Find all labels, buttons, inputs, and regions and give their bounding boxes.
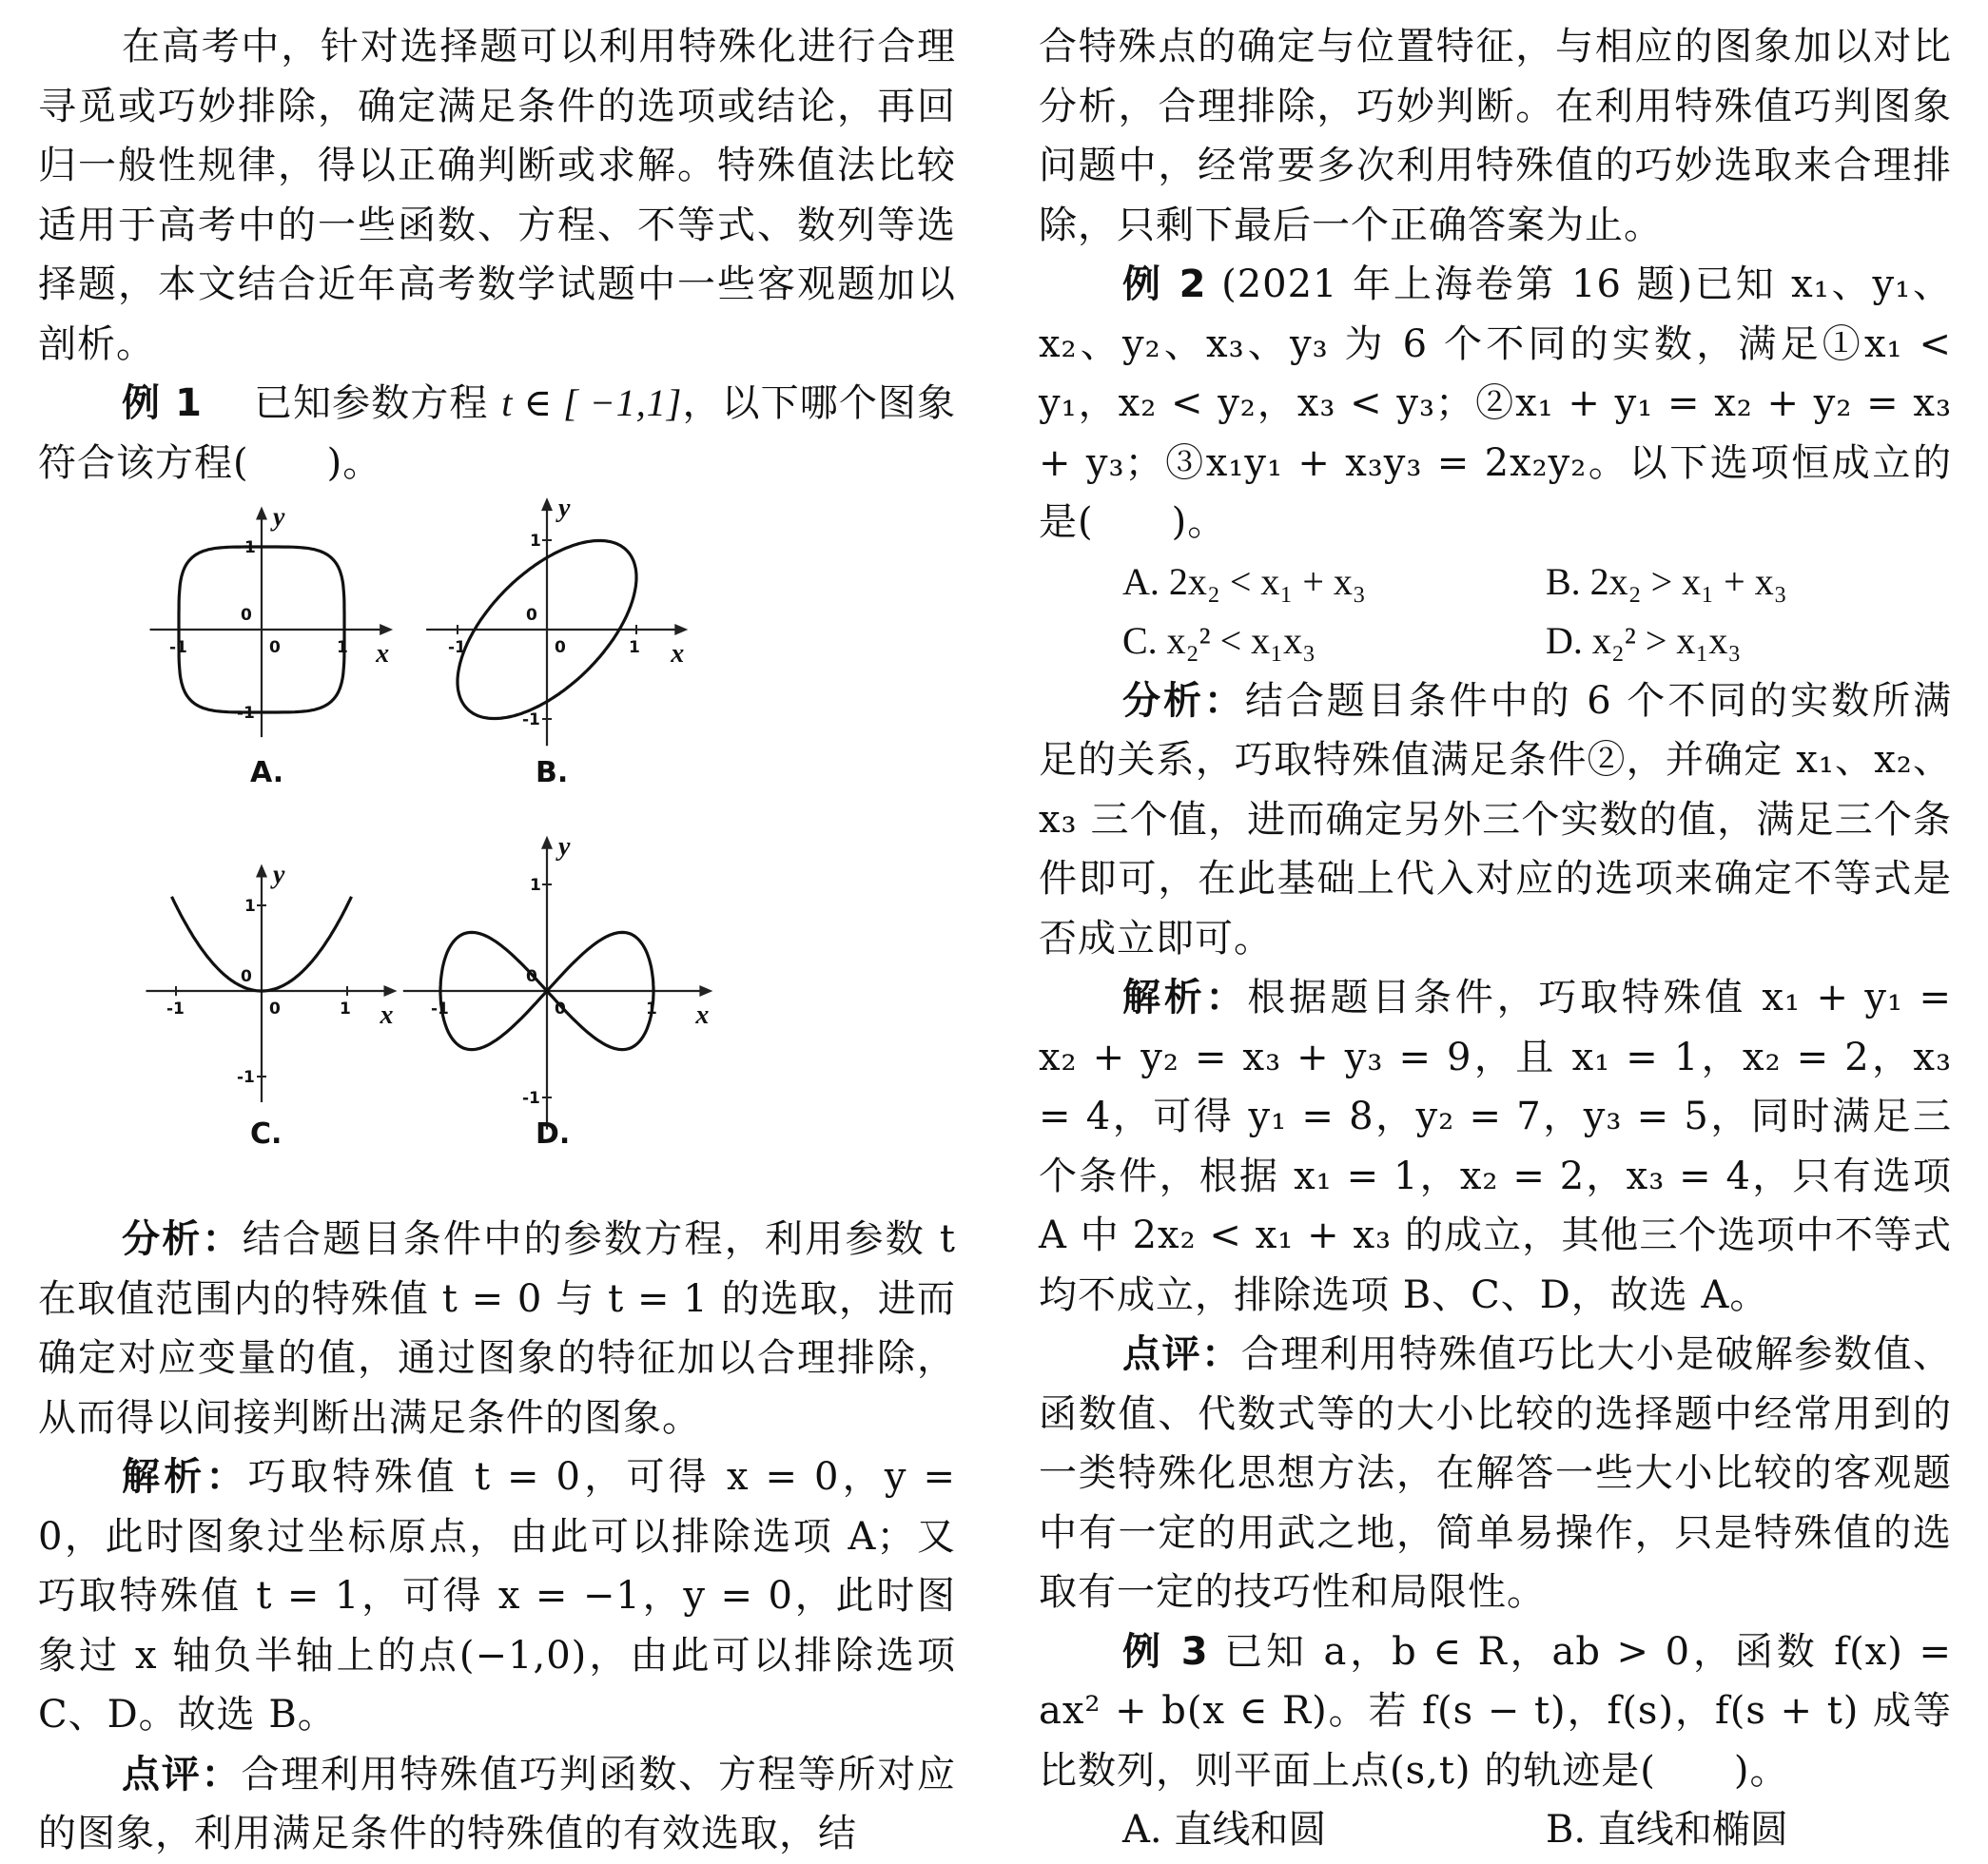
- solution-text: 巧取特殊值 t = 0，可得 x = 0，y = 0，此时图象过坐标原点，由此可以排除选项 A；又巧取特殊值 t = 1，可得 x = −1，y = 0，此时图象过 x 轴负半轴上的点(−1,0)，由此可以排除选项 C、D。故选 B。: [38, 1455, 956, 1737]
- panel-d-tick-label-y-neg-one: -1: [522, 1089, 540, 1108]
- example-2-analysis: [1039, 671, 1952, 969]
- panel-b-x-arrow: [674, 624, 688, 635]
- panel-d-tick-label-x-neg-one: -1: [431, 1000, 449, 1019]
- panel-d-tick-label-y-one: 1: [530, 876, 541, 895]
- figure-svg: [143, 496, 904, 1210]
- example-2-option-d: D. x₂² > x₁x₃: [1546, 619, 1742, 662]
- panel-a-tick-label-x-one: 1: [337, 638, 348, 657]
- panel-b-tick-label-y-neg-one: -1: [522, 710, 540, 729]
- panel-b-caption: B.: [536, 756, 569, 789]
- example-2-option-b: B. 2x₂ > x₁ + x₃: [1546, 559, 1787, 603]
- example-1-math: t ∈ [ −1,1]: [501, 381, 683, 424]
- panel-d-y-arrow: [541, 836, 553, 849]
- example-3-question: [1039, 1622, 1952, 1801]
- example-3-option-a: A. 直线和圆: [1122, 1808, 1327, 1852]
- panel-c-tick-label-y-neg-one: -1: [237, 1068, 255, 1087]
- panel-a-tick-label-y-one: 1: [244, 538, 256, 557]
- panel-a-x-arrow: [380, 624, 393, 635]
- panel-b-tick-label-x-neg-one: -1: [448, 638, 466, 657]
- panel-a-tick-label-y-neg-one: -1: [237, 704, 255, 723]
- panel-b-tick-label-origin: 0: [555, 638, 566, 657]
- panel-d-y-label: y: [558, 831, 571, 862]
- example-2-solution: [1039, 968, 1952, 1325]
- right-column: [1039, 17, 1952, 1860]
- example-1-solution: [38, 1447, 956, 1745]
- comment-label-2: 点评：: [1122, 1332, 1241, 1376]
- example-3-text: 已知 a，b ∈ R，ab > 0，函数 f(x) = ax² + b(x ∈ R)。若 f(s − t)，f(s)，f(s + t) 成等比数列，则平面上点(s,t) 的轨迹是( )。: [1039, 1629, 1952, 1793]
- analysis-label-2: 分析：: [1122, 678, 1245, 723]
- analysis-text-2: 结合题目条件中的 6 个不同的实数所满足的关系，巧取特殊值满足条件②，并确定 x₁、x₂、x₃ 三个值，进而确定另外三个实数的值，满足三个条件即可，在此基础上代入对应的选项来确定不等式是否成立即可。: [1039, 678, 1952, 961]
- example-3-label: 例 3: [1122, 1629, 1209, 1674]
- panel-c-tick-label-origin: 0: [269, 1000, 281, 1019]
- panel-c-tick-label-x-one: 1: [340, 1000, 351, 1019]
- comment-continuation: 合特殊点的确定与位置特征，与相应的图象加以对比分析，合理排除，巧妙判断。在利用特殊值巧判图象问题中，经常要多次利用特殊值的巧妙选取来合理排除，只剩下最后一个正确答案为止。: [1039, 25, 1952, 247]
- solution-text-2: 根据题目条件，巧取特殊值 x₁ + y₁ = x₂ + y₂ = x₃ + y₃ = 9，且 x₁ = 1，x₂ = 2，x₃ = 4，可得 y₁ = 8，y₂ = 7，y₃ = 5，同时满足三个条件，根据 x₁ = 1，x₂ = 2，x₃ = 4，只有选项 A 中 2x₂ < x₁ + x₃ 的成立，其他三个选项中不等式均不成立，排除选项 B、C、D，故选 A。: [1039, 976, 1953, 1317]
- analysis-text: 结合题目条件中的参数方程，利用参数 t 在取值范围内的特殊值 t = 0 与 t = 1 的选取，进而确定对应变量的值，通过图象的特征加以合理排除，从而得以间接判断出满足条件的图象。: [38, 1217, 956, 1440]
- panel-d-caption: D.: [536, 1117, 571, 1151]
- panel-d-tick-label-origin: 0: [555, 1000, 566, 1019]
- panel-a-tick-label-origin: 0: [269, 638, 281, 657]
- solution-label: 解析：: [122, 1455, 248, 1499]
- example-3-options: [1122, 1800, 1952, 1860]
- example-2-label: 例 2: [1122, 262, 1207, 306]
- example-2-option-c: C. x₂² < x₁x₃: [1122, 619, 1316, 662]
- panel-a-tick-label-origin-upper: 0: [241, 606, 252, 625]
- panel-c-tick-label-y-one: 1: [244, 897, 256, 916]
- comment-text: 合理利用特殊值巧判函数、方程等所对应的图象，利用满足条件的特殊值的有效选取，结: [38, 1752, 957, 1855]
- left-column: [38, 17, 956, 1864]
- panel-b-tick-label-x-one: 1: [629, 638, 640, 657]
- panel-a-caption: A.: [250, 756, 284, 789]
- example-2-comment: [1039, 1325, 1952, 1622]
- panel-c-caption: C.: [250, 1117, 283, 1151]
- example-1-analysis: [38, 1210, 956, 1447]
- panel-a-y-label: y: [273, 502, 285, 533]
- example-2-question: [1039, 255, 1952, 553]
- example-1-label: 例 1: [122, 381, 203, 425]
- example-1-question: [38, 374, 956, 493]
- panel-c-tick-label-x-neg-one: -1: [166, 1000, 185, 1019]
- example-1-figure: [143, 496, 904, 1210]
- example-1-comment: [38, 1745, 956, 1864]
- panel-a-x-label: x: [376, 639, 390, 669]
- example-2-text: (2021 年上海卷第 16 题)已知 x₁、y₁、x₂、y₂、x₃、y₃ 为 6 个不同的实数，满足①x₁ < y₁，x₂ < y₂，x₃ < y₃；②x₁ + y₁ = x₂ + y₂ = x₃ + y₃；③x₁y₁ + x₃y₃ = 2x₂y₂。以下选项恒成立的是( )。: [1039, 262, 1952, 544]
- solution-label-2: 解析：: [1122, 976, 1248, 1019]
- panel-a-y-arrow: [256, 507, 267, 520]
- panel-b-y-arrow: [541, 497, 553, 511]
- panel-a-tick-label-x-neg-one: -1: [169, 638, 187, 657]
- analysis-label: 分析：: [122, 1217, 243, 1261]
- panel-c-tick-label-origin-upper: 0: [241, 967, 252, 986]
- panel-c-y-arrow: [256, 864, 267, 878]
- panel-d-x-arrow: [699, 985, 712, 997]
- example-3-option-b: B. 直线和椭圆: [1546, 1808, 1788, 1852]
- panel-b-tick-label-y-one: 1: [530, 532, 541, 551]
- panel-d-tick-label-x-one: 1: [646, 1000, 657, 1019]
- intro-paragraph: 在高考中，针对选择题可以利用特殊化进行合理寻觅或巧妙排除，确定满足条件的选项或结论，再回归一般性规律，得以正确判断或求解。特殊值法比较适用于高考中的一些函数、方程、不等式、数列等选择题，本文结合近年高考数学试题中一些客观题加以剖析。: [38, 25, 956, 366]
- comment-label: 点评：: [122, 1752, 242, 1796]
- panel-c-x-arrow: [384, 985, 398, 997]
- example-2-options: [1122, 553, 1952, 671]
- example-2-option-a: A. 2x₂ < x₁ + x₃: [1122, 559, 1366, 603]
- panel-d-tick-label-origin-upper: 0: [526, 967, 537, 986]
- panel-b-y-label: y: [558, 496, 571, 524]
- example-1-text-b: ，以下哪个图象符合该方程( )。: [38, 381, 957, 485]
- panel-b-tick-label-origin-upper: 0: [526, 606, 537, 625]
- panel-d-x-label: x: [695, 1000, 710, 1030]
- panel-c-y-label: y: [273, 860, 285, 890]
- panel-b-x-label: x: [671, 639, 685, 669]
- panel-c-x-label: x: [380, 1000, 394, 1030]
- example-1-text-a: 已知参数方程: [253, 381, 489, 425]
- comment-text-2: 合理利用特殊值巧比大小是破解参数值、函数值、代数式等的大小比较的选择题中经常用到的一类特殊化思想方法，在解答一些大小比较的客观题中有一定的用武之地，简单易操作，只是特殊值的选取有一定的技巧性和局限性。: [1039, 1332, 1953, 1614]
